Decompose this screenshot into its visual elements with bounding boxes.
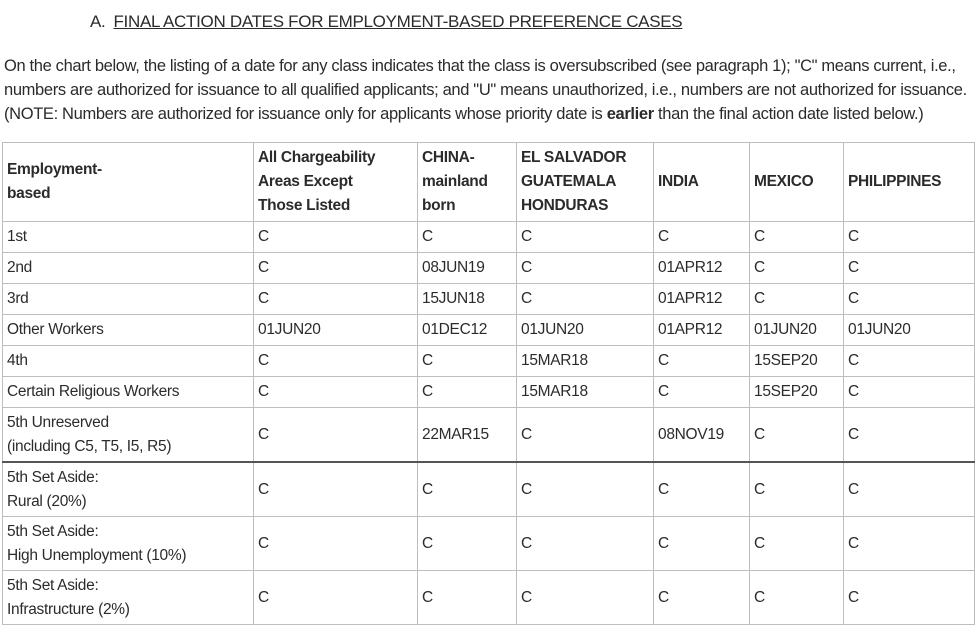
header-line: CHINA- — [422, 149, 475, 166]
header-line: mainland — [422, 173, 488, 190]
category-cell — [3, 408, 254, 463]
date-cell-india: C — [654, 346, 750, 377]
category-cell — [3, 222, 254, 253]
header-line: GUATEMALA — [521, 173, 617, 190]
note-text-before: (NOTE: Numbers are authorized for issuance only for applicants whose priority date is — [4, 105, 603, 123]
date-cell-el-salvador-guatemala-honduras: C — [517, 462, 654, 517]
date-cell-india: C — [654, 571, 750, 625]
intro-note — [4, 102, 976, 126]
date-cell-el-salvador-guatemala-honduras: C — [517, 284, 654, 315]
date-cell-india: C — [654, 377, 750, 408]
date-cell-mexico: C — [750, 253, 844, 284]
header-line: born — [422, 197, 456, 214]
note-emphasis: earlier — [606, 105, 654, 123]
date-cell-philippines: C — [844, 377, 975, 408]
date-cell-india: C — [654, 222, 750, 253]
category-line: Certain Religious Workers — [7, 383, 180, 400]
header-el-salvador-guatemala-honduras — [517, 143, 654, 222]
category-line: Other Workers — [7, 321, 104, 338]
date-cell-india: 01APR12 — [654, 315, 750, 346]
date-cell-philippines: C — [844, 462, 975, 517]
category-cell — [3, 315, 254, 346]
section-title: FINAL ACTION DATES FOR EMPLOYMENT-BASED PREFERENCE CASES — [113, 12, 683, 31]
date-cell-mexico: C — [750, 222, 844, 253]
section-letter: A. — [90, 12, 106, 31]
header-line: All Chargeability — [258, 149, 376, 166]
header-line: INDIA — [658, 173, 699, 190]
date-cell-el-salvador-guatemala-honduras: C — [517, 517, 654, 571]
header-line: HONDURAS — [521, 197, 609, 214]
category-line: 2nd — [7, 259, 32, 276]
header-all-chargeability — [254, 143, 418, 222]
date-cell-china: C — [418, 346, 517, 377]
date-cell-china: C — [418, 462, 517, 517]
date-cell-el-salvador-guatemala-honduras: C — [517, 571, 654, 625]
table-row-5th-set-aside-rural — [3, 462, 975, 517]
category-line: 5th Unreserved — [7, 413, 109, 431]
header-row — [3, 143, 975, 222]
date-cell-all-chargeability: C — [254, 377, 418, 408]
date-cell-china: 22MAR15 — [418, 408, 517, 463]
category-line: Infrastructure (2%) — [7, 600, 130, 618]
header-line: PHILIPPINES — [848, 173, 942, 190]
category-cell — [3, 571, 254, 625]
date-cell-mexico: C — [750, 284, 844, 315]
date-cell-india: C — [654, 462, 750, 517]
category-line: 4th — [7, 352, 28, 369]
date-cell-mexico: 01JUN20 — [750, 315, 844, 346]
date-cell-all-chargeability: C — [254, 462, 418, 517]
date-cell-el-salvador-guatemala-honduras: C — [517, 253, 654, 284]
category-cell — [3, 346, 254, 377]
category-cell — [3, 462, 254, 517]
date-cell-india: 01APR12 — [654, 253, 750, 284]
date-cell-china: C — [418, 377, 517, 408]
category-line: 5th Set Aside: — [7, 468, 99, 486]
table-row-5th-set-aside-infrastructure — [3, 571, 975, 625]
category-line: 3rd — [7, 290, 29, 307]
intro-sentence: On the chart below, the listing of a date for any class indicates that the class is oversubscribed (see paragraph 1); "C" means current, i.e., numbers are authorized for issuance to all qualified applicants; and "U" means unauthorized, i.e., numbers are not authorized for issuance. — [4, 57, 967, 99]
header-philippines — [844, 143, 975, 222]
date-cell-philippines: C — [844, 346, 975, 377]
table-row-4th — [3, 346, 975, 377]
category-cell — [3, 284, 254, 315]
date-cell-all-chargeability: C — [254, 253, 418, 284]
date-cell-china: C — [418, 517, 517, 571]
final-action-dates-table — [2, 142, 975, 625]
date-cell-india: 01APR12 — [654, 284, 750, 315]
date-cell-mexico: C — [750, 408, 844, 463]
header-line: based — [7, 185, 51, 202]
table-row-1st — [3, 222, 975, 253]
date-cell-el-salvador-guatemala-honduras: 15MAR18 — [517, 346, 654, 377]
date-cell-philippines: C — [844, 284, 975, 315]
date-cell-el-salvador-guatemala-honduras: C — [517, 408, 654, 463]
date-cell-all-chargeability: C — [254, 346, 418, 377]
date-cell-el-salvador-guatemala-honduras: C — [517, 222, 654, 253]
date-cell-mexico: 15SEP20 — [750, 346, 844, 377]
header-india — [654, 143, 750, 222]
date-cell-all-chargeability: 01JUN20 — [254, 315, 418, 346]
category-line: High Unemployment (10%) — [7, 546, 187, 564]
date-cell-china: 01DEC12 — [418, 315, 517, 346]
date-cell-china: C — [418, 571, 517, 625]
date-cell-mexico: 15SEP20 — [750, 377, 844, 408]
header-line: Those Listed — [258, 197, 350, 214]
section-heading — [90, 12, 682, 32]
table-row-5th-set-aside-high-unemployment — [3, 517, 975, 571]
note-text-after: than the final action date listed below.) — [658, 105, 924, 123]
table-row-3rd — [3, 284, 975, 315]
date-cell-india: C — [654, 517, 750, 571]
category-line: 1st — [7, 228, 27, 245]
date-cell-all-chargeability: C — [254, 222, 418, 253]
table-row-other-workers — [3, 315, 975, 346]
table-body — [3, 222, 975, 625]
date-cell-all-chargeability: C — [254, 517, 418, 571]
date-cell-philippines: C — [844, 253, 975, 284]
header-line: Areas Except — [258, 173, 353, 190]
header-mexico — [750, 143, 844, 222]
date-cell-philippines: C — [844, 408, 975, 463]
date-cell-mexico: C — [750, 571, 844, 625]
date-cell-all-chargeability: C — [254, 284, 418, 315]
date-cell-china: 08JUN19 — [418, 253, 517, 284]
header-line: EL SALVADOR — [521, 149, 627, 166]
table-row-2nd — [3, 253, 975, 284]
date-cell-china: C — [418, 222, 517, 253]
date-cell-philippines: C — [844, 517, 975, 571]
category-line: (including C5, T5, I5, R5) — [7, 437, 172, 455]
category-cell — [3, 517, 254, 571]
date-cell-el-salvador-guatemala-honduras: 01JUN20 — [517, 315, 654, 346]
date-cell-all-chargeability: C — [254, 571, 418, 625]
category-cell — [3, 253, 254, 284]
date-cell-el-salvador-guatemala-honduras: 15MAR18 — [517, 377, 654, 408]
table-row-5th-unreserved — [3, 408, 975, 463]
date-cell-philippines: C — [844, 571, 975, 625]
category-line: 5th Set Aside: — [7, 522, 99, 540]
date-cell-philippines: C — [844, 222, 975, 253]
date-cell-china: 15JUN18 — [418, 284, 517, 315]
header-china — [418, 143, 517, 222]
header-line: MEXICO — [754, 173, 814, 190]
intro-paragraph — [4, 54, 976, 126]
category-line: 5th Set Aside: — [7, 576, 99, 594]
header-employment-based — [3, 143, 254, 222]
date-cell-india: 08NOV19 — [654, 408, 750, 463]
date-cell-philippines: 01JUN20 — [844, 315, 975, 346]
date-cell-mexico: C — [750, 462, 844, 517]
date-cell-mexico: C — [750, 517, 844, 571]
date-cell-all-chargeability: C — [254, 408, 418, 463]
category-line: Rural (20%) — [7, 492, 87, 510]
category-cell — [3, 377, 254, 408]
table-row-certain-religious-workers — [3, 377, 975, 408]
header-line: Employment- — [7, 161, 102, 178]
